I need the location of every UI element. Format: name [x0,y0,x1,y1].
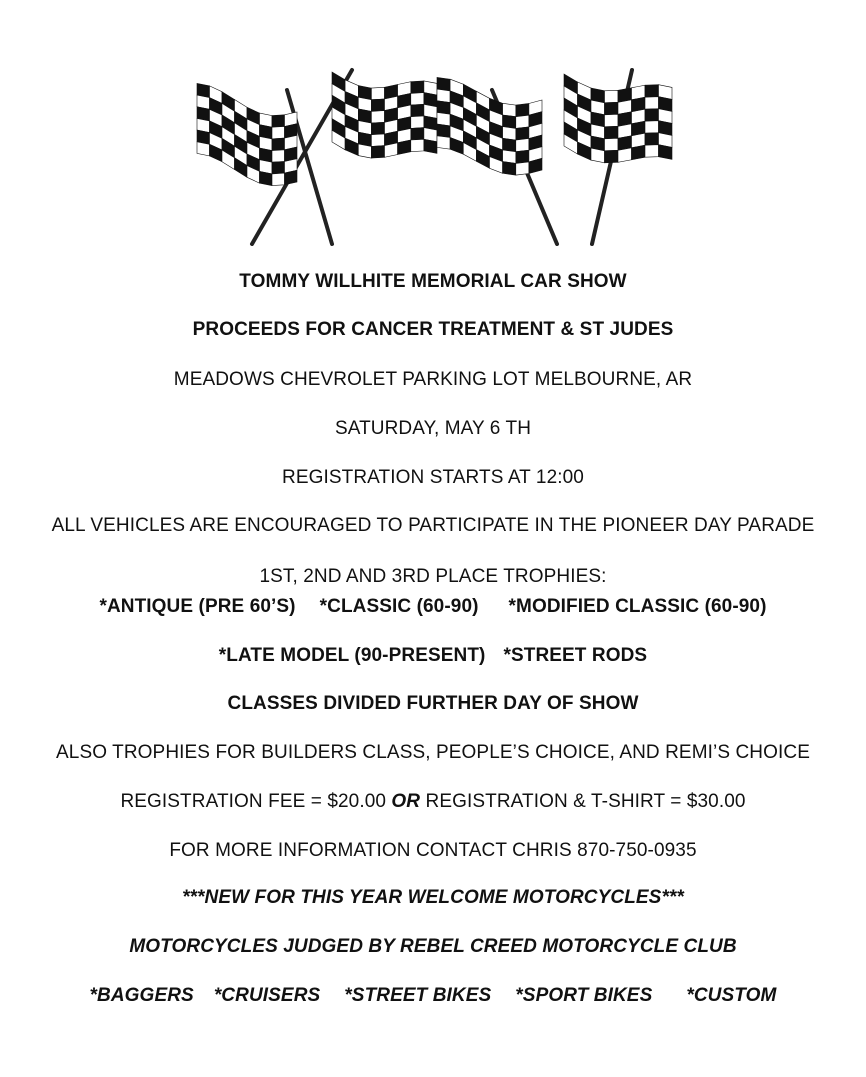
new-this-year-line: ***NEW FOR THIS YEAR WELCOME MOTORCYCLES*** [182,887,684,908]
registration-start-line: REGISTRATION STARTS AT 12:00 [282,467,584,488]
car-class-item: *LATE MODEL (90-PRESENT) [218,645,486,666]
classes-divided-line: CLASSES DIVIDED FURTHER DAY OF SHOW [227,693,639,714]
proceeds-line: PROCEEDS FOR CANCER TREATMENT & ST JUDES [192,319,674,340]
car-classes-row-2 [0,644,866,668]
fee-part-2: REGISTRATION & T-SHIRT = $30.00 [420,791,746,812]
checkered-flag [437,77,542,175]
car-class-item: *ANTIQUE (PRE 60’S) [99,596,296,617]
motorcycle-classes-row [0,984,866,1008]
judged-by-line: MOTORCYCLES JUDGED BY REBEL CREED MOTORCYCLE CLUB [129,936,737,957]
car-class-item: *MODIFIED CLASSIC (60-90) [508,596,767,617]
registration-fee-line [0,790,866,814]
fee-part-1: REGISTRATION FEE = $20.00 [120,791,392,812]
checkered-flag [197,83,297,185]
motorcycle-class-item: *CUSTOM [686,985,777,1006]
date-line: SATURDAY, MAY 6 TH [334,418,532,439]
contact-line: FOR MORE INFORMATION CONTACT CHRIS 870-750-0935 [169,840,697,861]
event-title: TOMMY WILLHITE MEMORIAL CAR SHOW [239,271,627,292]
car-class-item: *STREET RODS [503,645,648,666]
checkered-flags-graphic [192,60,678,246]
other-trophies-line: ALSO TROPHIES FOR BUILDERS CLASS, PEOPLE’S CHOICE, AND REMI’S CHOICE [56,742,810,763]
location-line: MEADOWS CHEVROLET PARKING LOT MELBOURNE, AR [173,369,693,390]
checkered-flags-icon [192,60,678,246]
trophies-heading: 1ST, 2ND AND 3RD PLACE TROPHIES: [259,566,607,587]
checkered-flag [332,72,437,158]
motorcycle-class-item: *CRUISERS [213,985,321,1006]
fee-or: OR [391,791,421,812]
car-classes-row-1 [0,595,866,619]
checkered-flag [564,74,672,163]
motorcycle-class-item: *BAGGERS [89,985,194,1006]
parade-line: ALL VEHICLES ARE ENCOURAGED TO PARTICIPATE IN THE PIONEER DAY PARADE [51,515,815,536]
motorcycle-class-item: *SPORT BIKES [515,985,653,1006]
car-class-item: *CLASSIC (60-90) [319,596,479,617]
motorcycle-class-item: *STREET BIKES [344,985,492,1006]
